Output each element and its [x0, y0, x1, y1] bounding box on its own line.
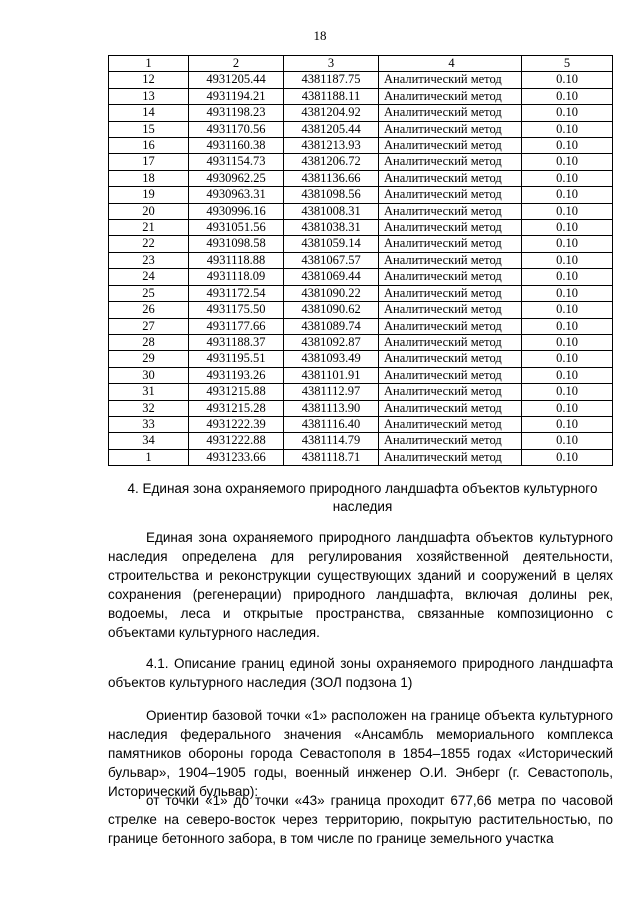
table-cell: 4931198.23: [189, 105, 284, 121]
table-cell: 4931205.44: [189, 72, 284, 88]
table-cell: 13: [109, 88, 189, 104]
table-row: [109, 187, 613, 203]
table-cell: 33: [109, 416, 189, 432]
table-cell: 4931098.58: [189, 236, 284, 252]
table-cell: 4381090.22: [284, 285, 379, 301]
table-cell: Аналитический метод: [379, 236, 522, 252]
coordinates-table: [108, 55, 613, 466]
table-cell: 4931194.21: [189, 88, 284, 104]
table-cell: 4931154.73: [189, 154, 284, 170]
table-cell: 27: [109, 318, 189, 334]
table-row: [109, 416, 613, 432]
table-cell: 4931175.50: [189, 302, 284, 318]
subsection-heading: 4.1. Описание границ единой зоны охраняемого природного ландшафта объектов культурного наследия (ЗОЛ подзона 1): [108, 656, 613, 690]
table-cell: 4381206.72: [284, 154, 379, 170]
table-cell: 0.10: [522, 203, 613, 219]
table-cell: 4381112.97: [284, 384, 379, 400]
table-cell: 4381116.40: [284, 416, 379, 432]
table-cell: 17: [109, 154, 189, 170]
table-cell: Аналитический метод: [379, 170, 522, 186]
table-cell: Аналитический метод: [379, 220, 522, 236]
table-row: [109, 433, 613, 449]
table-cell: 0.10: [522, 154, 613, 170]
table-cell: 14: [109, 105, 189, 121]
table-cell: 0.10: [522, 285, 613, 301]
table-cell: 4381114.79: [284, 433, 379, 449]
table-cell: 21: [109, 220, 189, 236]
table-cell: Аналитический метод: [379, 121, 522, 137]
table-cell: Аналитический метод: [379, 138, 522, 154]
table-cell: 4931170.56: [189, 121, 284, 137]
table-cell: 4381136.66: [284, 170, 379, 186]
table-cell: 0.10: [522, 187, 613, 203]
table-cell: 4381098.56: [284, 187, 379, 203]
subsection-paragraph-1: Ориентир базовой точки «1» расположен на границе объекта культурного наследия федерального значения «Ансамбль мемориального комплекса памятников обороны города Севастополя в 1854–1855 годах «Исторический бульвар», 1904–1905 годы, военный инженер О.И. Энберг (г. Севастополь, Исторический бульвар):: [108, 708, 613, 799]
table-cell: 0.10: [522, 433, 613, 449]
table-cell: 0.10: [522, 318, 613, 334]
table-cell: 29: [109, 351, 189, 367]
table-cell: 16: [109, 138, 189, 154]
table-cell: 4931195.51: [189, 351, 284, 367]
table-body: [109, 72, 613, 466]
table-cell: 34: [109, 433, 189, 449]
table-cell: 31: [109, 384, 189, 400]
table-cell: 4931222.39: [189, 416, 284, 432]
table-cell: 24: [109, 269, 189, 285]
table-cell: 4381067.57: [284, 252, 379, 268]
table-cell: 22: [109, 236, 189, 252]
table-cell: 4381038.31: [284, 220, 379, 236]
table-cell: 4381113.90: [284, 400, 379, 416]
column-header: 2: [189, 56, 284, 72]
table-row: [109, 384, 613, 400]
table-cell: 4381205.44: [284, 121, 379, 137]
section-paragraph: Единая зона охраняемого природного ландшафта объектов культурного наследия определена для регулирования хозяйственной деятельности, строительства и реконструкции существующих зданий и сооружений в целях сохранения (регенерации) природного ландшафта, включая долины рек, водоемы, леса и открытые пространства, связанные композиционно с объектами культурного наследия.: [108, 530, 613, 640]
table-cell: 28: [109, 334, 189, 350]
table-cell: 4931051.56: [189, 220, 284, 236]
table-cell: 4931222.88: [189, 433, 284, 449]
table-cell: 0.10: [522, 416, 613, 432]
table-cell: Аналитический метод: [379, 400, 522, 416]
table-header-row: [109, 56, 613, 72]
table-row: [109, 269, 613, 285]
column-header: 5: [522, 56, 613, 72]
table-cell: 4381069.44: [284, 269, 379, 285]
table-cell: 4931118.88: [189, 252, 284, 268]
table-cell: 4381188.11: [284, 88, 379, 104]
table-cell: 0.10: [522, 88, 613, 104]
table-cell: 0.10: [522, 252, 613, 268]
table-cell: 0.10: [522, 384, 613, 400]
table-row: [109, 449, 613, 465]
table-cell: Аналитический метод: [379, 416, 522, 432]
table-cell: 0.10: [522, 121, 613, 137]
table-cell: Аналитический метод: [379, 318, 522, 334]
table-row: [109, 121, 613, 137]
table-cell: 4931215.28: [189, 400, 284, 416]
page-number: 18: [313, 28, 327, 43]
table-cell: 4381101.91: [284, 367, 379, 383]
table-cell: 4931193.26: [189, 367, 284, 383]
table-cell: 4930963.31: [189, 187, 284, 203]
table-cell: 12: [109, 72, 189, 88]
table-cell: 32: [109, 400, 189, 416]
table-row: [109, 220, 613, 236]
table-cell: 4381204.92: [284, 105, 379, 121]
table-cell: 0.10: [522, 170, 613, 186]
table-cell: 0.10: [522, 302, 613, 318]
table-cell: 4931177.66: [189, 318, 284, 334]
table-cell: 25: [109, 285, 189, 301]
table-cell: 4931233.66: [189, 449, 284, 465]
table-cell: Аналитический метод: [379, 252, 522, 268]
table-cell: 4381089.74: [284, 318, 379, 334]
table-row: [109, 351, 613, 367]
table-row: [109, 318, 613, 334]
table-cell: 0.10: [522, 269, 613, 285]
table-cell: 4381213.93: [284, 138, 379, 154]
table-cell: 0.10: [522, 236, 613, 252]
column-header: 4: [379, 56, 522, 72]
table-cell: 0.10: [522, 400, 613, 416]
table-cell: 19: [109, 187, 189, 203]
table-cell: 26: [109, 302, 189, 318]
table-row: [109, 72, 613, 88]
table-cell: 23: [109, 252, 189, 268]
table-cell: 4931160.38: [189, 138, 284, 154]
table-cell: 0.10: [522, 351, 613, 367]
table-cell: 18: [109, 170, 189, 186]
table-row: [109, 170, 613, 186]
table-cell: 4381187.75: [284, 72, 379, 88]
table-row: [109, 105, 613, 121]
table-row: [109, 302, 613, 318]
column-header: 1: [109, 56, 189, 72]
table-cell: Аналитический метод: [379, 433, 522, 449]
table-cell: 1: [109, 449, 189, 465]
table-row: [109, 400, 613, 416]
table-cell: 4930962.25: [189, 170, 284, 186]
table-cell: Аналитический метод: [379, 72, 522, 88]
table-cell: Аналитический метод: [379, 367, 522, 383]
table-row: [109, 252, 613, 268]
table-cell: Аналитический метод: [379, 449, 522, 465]
table-cell: Аналитический метод: [379, 334, 522, 350]
column-header: 3: [284, 56, 379, 72]
table-cell: 0.10: [522, 105, 613, 121]
table-cell: Аналитический метод: [379, 384, 522, 400]
table-cell: 30: [109, 367, 189, 383]
table-row: [109, 334, 613, 350]
subsection-paragraph-2: от точки «1» до точки «43» граница проходит 677,66 метра по часовой стрелке на северо-восток через территорию, покрытую растительностью, по границе бетонного забора, в том числе по границе земельного участка: [108, 793, 613, 846]
table-cell: 0.10: [522, 449, 613, 465]
table-cell: Аналитический метод: [379, 154, 522, 170]
table-row: [109, 88, 613, 104]
table-cell: 0.10: [522, 367, 613, 383]
table-cell: 0.10: [522, 334, 613, 350]
table-cell: 4381008.31: [284, 203, 379, 219]
table-cell: Аналитический метод: [379, 88, 522, 104]
table-cell: 4381093.49: [284, 351, 379, 367]
table-cell: 4931172.54: [189, 285, 284, 301]
table-row: [109, 285, 613, 301]
table-cell: 4931215.88: [189, 384, 284, 400]
table-cell: 4381092.87: [284, 334, 379, 350]
table-cell: 4931188.37: [189, 334, 284, 350]
table-cell: 0.10: [522, 72, 613, 88]
table-cell: 4381090.62: [284, 302, 379, 318]
table-row: [109, 367, 613, 383]
table-cell: Аналитический метод: [379, 285, 522, 301]
table-row: [109, 154, 613, 170]
section-heading: 4. Единая зона охраняемого природного ландшафта объектов культурного наследия: [127, 481, 598, 514]
table-row: [109, 138, 613, 154]
table-row: [109, 203, 613, 219]
table-cell: 0.10: [522, 220, 613, 236]
table-cell: Аналитический метод: [379, 203, 522, 219]
table-cell: 0.10: [522, 138, 613, 154]
table-cell: 4931118.09: [189, 269, 284, 285]
table-cell: 15: [109, 121, 189, 137]
table-cell: Аналитический метод: [379, 105, 522, 121]
table-cell: Аналитический метод: [379, 351, 522, 367]
table-cell: 4381118.71: [284, 449, 379, 465]
table-cell: Аналитический метод: [379, 269, 522, 285]
table-cell: 4930996.16: [189, 203, 284, 219]
table-row: [109, 236, 613, 252]
table-cell: 4381059.14: [284, 236, 379, 252]
table-cell: Аналитический метод: [379, 302, 522, 318]
table-cell: Аналитический метод: [379, 187, 522, 203]
table-cell: 20: [109, 203, 189, 219]
